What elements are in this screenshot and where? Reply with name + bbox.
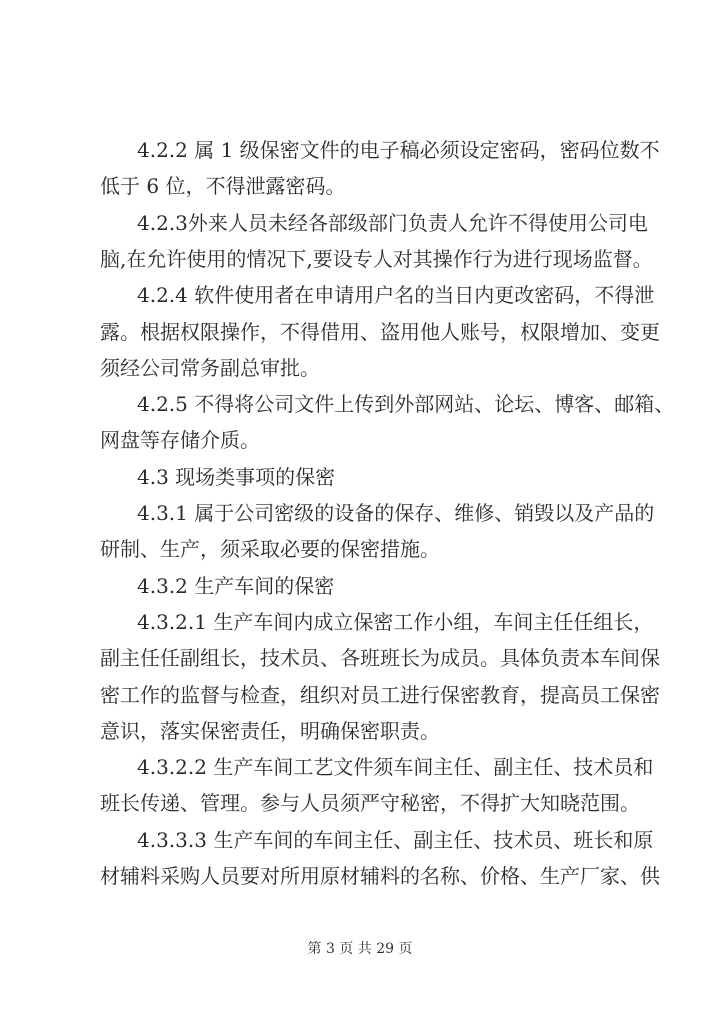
paragraph-line: 班长传递、管理。参与人员须严守秘密，不得扩大知晓范围。	[100, 791, 640, 816]
paragraph-first-line: 4.3.2 生产车间的保密	[137, 573, 335, 598]
paragraph-line: 意识，落实保密责任，明确保密职责。	[100, 718, 440, 743]
paragraph-first-line: 4.2.2 属 1 级保密文件的电子稿必须设定密码，密码位数不	[137, 138, 660, 162]
paragraph-line: 低于 6 位，不得泄露密码。	[100, 174, 346, 199]
paragraph-line: 须经公司常务副总审批。	[100, 355, 320, 380]
paragraph-line: 网盘等存储介质。	[100, 428, 260, 453]
paragraph-line: 脑,在允许使用的情况下,要设专人对其操作行为进行现场监督。	[100, 246, 653, 271]
paragraph-line: 研制、生产，须采取必要的保密措施。	[100, 537, 440, 562]
page-footer: 第 3 页 共 29 页	[307, 941, 413, 957]
paragraph-first-line: 4.3.3.3 生产车间的车间主任、副主任、技术员、班长和原	[137, 827, 654, 852]
paragraph-first-line: 4.3 现场类事项的保密	[137, 464, 336, 489]
paragraph-line: 副主任任副组长，技术员、各班班长为成员。具体负责本车间保	[100, 646, 660, 671]
paragraph-first-line: 4.3.2.1 生产车间内成立保密工作小组，车间主任任组长，	[137, 609, 654, 634]
paragraph-first-line: 4.2.5 不得将公司文件上传到外部网站、论坛、博客、邮箱、	[137, 392, 675, 417]
paragraph-line: 材辅料采购人员要对所用原材辅料的名称、价格、生产厂家、供	[100, 864, 660, 888]
paragraph-first-line: 4.3.2.2 生产车间工艺文件须车间主任、副主任、技术员和	[137, 755, 654, 780]
paragraph-line: 密工作的监督与检查，组织对员工进行保密教育，提高员工保密	[100, 682, 660, 707]
paragraph-first-line: 4.2.4 软件使用者在申请用户名的当日内更改密码，不得泄	[137, 283, 655, 308]
paragraph-line: 露。根据权限操作，不得借用、盗用他人账号，权限增加、变更	[100, 319, 660, 344]
paragraph-first-line: 4.3.1 属于公司密级的设备的保存、维修、销毁以及产品的	[137, 501, 655, 525]
paragraph-first-line: 4.2.3外来人员未经各部级部门负责人允许不得使用公司电	[137, 210, 648, 235]
